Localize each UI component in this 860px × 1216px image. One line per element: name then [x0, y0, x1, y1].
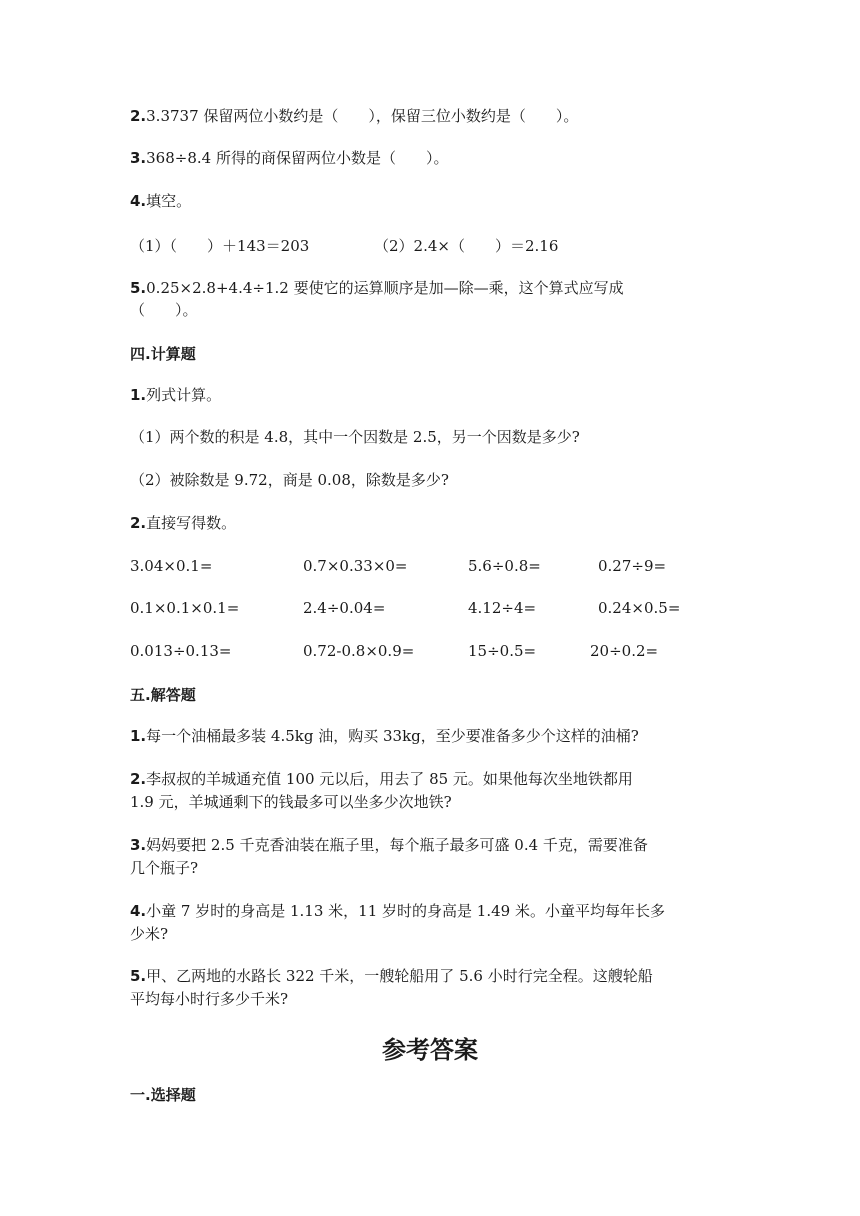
math-item: 0.24×0.5= — [598, 599, 681, 617]
question-5-1 — [130, 724, 639, 748]
fill-blank-1: （1）（ ）＋143＝203 — [130, 237, 310, 255]
question-5-2 — [130, 767, 633, 791]
question-number: 2. — [130, 107, 147, 125]
question-number: 1. — [130, 727, 147, 745]
question-number: 1. — [130, 386, 147, 404]
question-3-5 — [130, 276, 624, 300]
question-4-1 — [130, 383, 221, 407]
fill-blank-2: （2）2.4×（ ）＝2.16 — [374, 237, 559, 255]
question-4-2 — [130, 511, 236, 535]
question-text: 甲、乙两地的水路长 322 千米，一艘轮船用了 5.6 小时行完全程。这艘轮船 — [146, 967, 653, 985]
math-item: 0.7×0.33×0= — [303, 557, 408, 575]
question-text: 列式计算。 — [146, 386, 222, 404]
question-text: 3.3737 保留两位小数约是（ ），保留三位小数约是（ ）。 — [146, 107, 579, 125]
question-text: 368÷8.4 所得的商保留两位小数是（ ）。 — [146, 149, 449, 167]
question-5-5 — [130, 964, 653, 988]
math-item: 2.4÷0.04= — [303, 599, 386, 617]
question-text: 直接写得数。 — [146, 514, 237, 532]
section-4-heading: 四.计算题 — [130, 345, 196, 363]
question-3-2 — [130, 104, 578, 128]
question-text: 小童 7 岁时的身高是 1.13 米，11 岁时的身高是 1.49 米。小童平均每年长多 — [146, 902, 665, 920]
question-3-5-line2: （ ）。 — [130, 301, 198, 319]
math-item: 15÷0.5= — [468, 642, 537, 660]
question-number: 4. — [130, 902, 147, 920]
question-number: 3. — [130, 149, 147, 167]
math-item: 20÷0.2= — [590, 642, 659, 660]
question-number: 3. — [130, 836, 147, 854]
question-5-2-line2: 1.9 元，羊城通剩下的钱最多可以坐多少次地铁? — [130, 793, 452, 811]
question-text: 李叔叔的羊城通充值 100 元以后，用去了 85 元。如果他每次坐地铁都用 — [146, 770, 633, 788]
question-text: 0.25×2.8+4.4÷1.2 要使它的运算顺序是加—除—乘，这个算式应写成 — [146, 279, 624, 297]
math-item: 3.04×0.1= — [130, 557, 213, 575]
question-4-1-sub2: （2）被除数是 9.72，商是 0.08，除数是多少? — [130, 471, 449, 489]
question-number: 5. — [130, 279, 147, 297]
question-number: 2. — [130, 514, 147, 532]
section-5-heading: 五.解答题 — [130, 686, 196, 704]
question-3-4 — [130, 189, 191, 213]
math-item: 0.1×0.1×0.1= — [130, 599, 240, 617]
question-text: 妈妈要把 2.5 千克香油装在瓶子里，每个瓶子最多可盛 0.4 千克，需要准备 — [146, 836, 648, 854]
question-3-3 — [130, 146, 448, 170]
question-4-1-sub1: （1）两个数的积是 4.8，其中一个因数是 2.5，另一个因数是多少? — [130, 428, 580, 446]
math-item: 0.27÷9= — [598, 557, 667, 575]
question-text: 填空。 — [146, 192, 192, 210]
question-5-4 — [130, 899, 665, 923]
question-number: 5. — [130, 967, 147, 985]
question-5-4-line2: 少米? — [130, 925, 169, 943]
math-item: 4.12÷4= — [468, 599, 537, 617]
question-5-3 — [130, 833, 648, 857]
question-number: 2. — [130, 770, 147, 788]
math-item: 0.72-0.8×0.9= — [303, 642, 415, 660]
math-item: 0.013÷0.13= — [130, 642, 232, 660]
question-text: 每一个油桶最多装 4.5kg 油，购买 33kg，至少要准备多少个这样的油桶? — [146, 727, 639, 745]
math-item: 5.6÷0.8= — [468, 557, 541, 575]
question-5-5-line2: 平均每小时行多少千米? — [130, 990, 289, 1008]
answers-section-1-heading: 一.选择题 — [130, 1086, 196, 1104]
answers-title: 参考答案 — [382, 1036, 478, 1064]
question-number: 4. — [130, 192, 147, 210]
question-5-3-line2: 几个瓶子? — [130, 859, 199, 877]
